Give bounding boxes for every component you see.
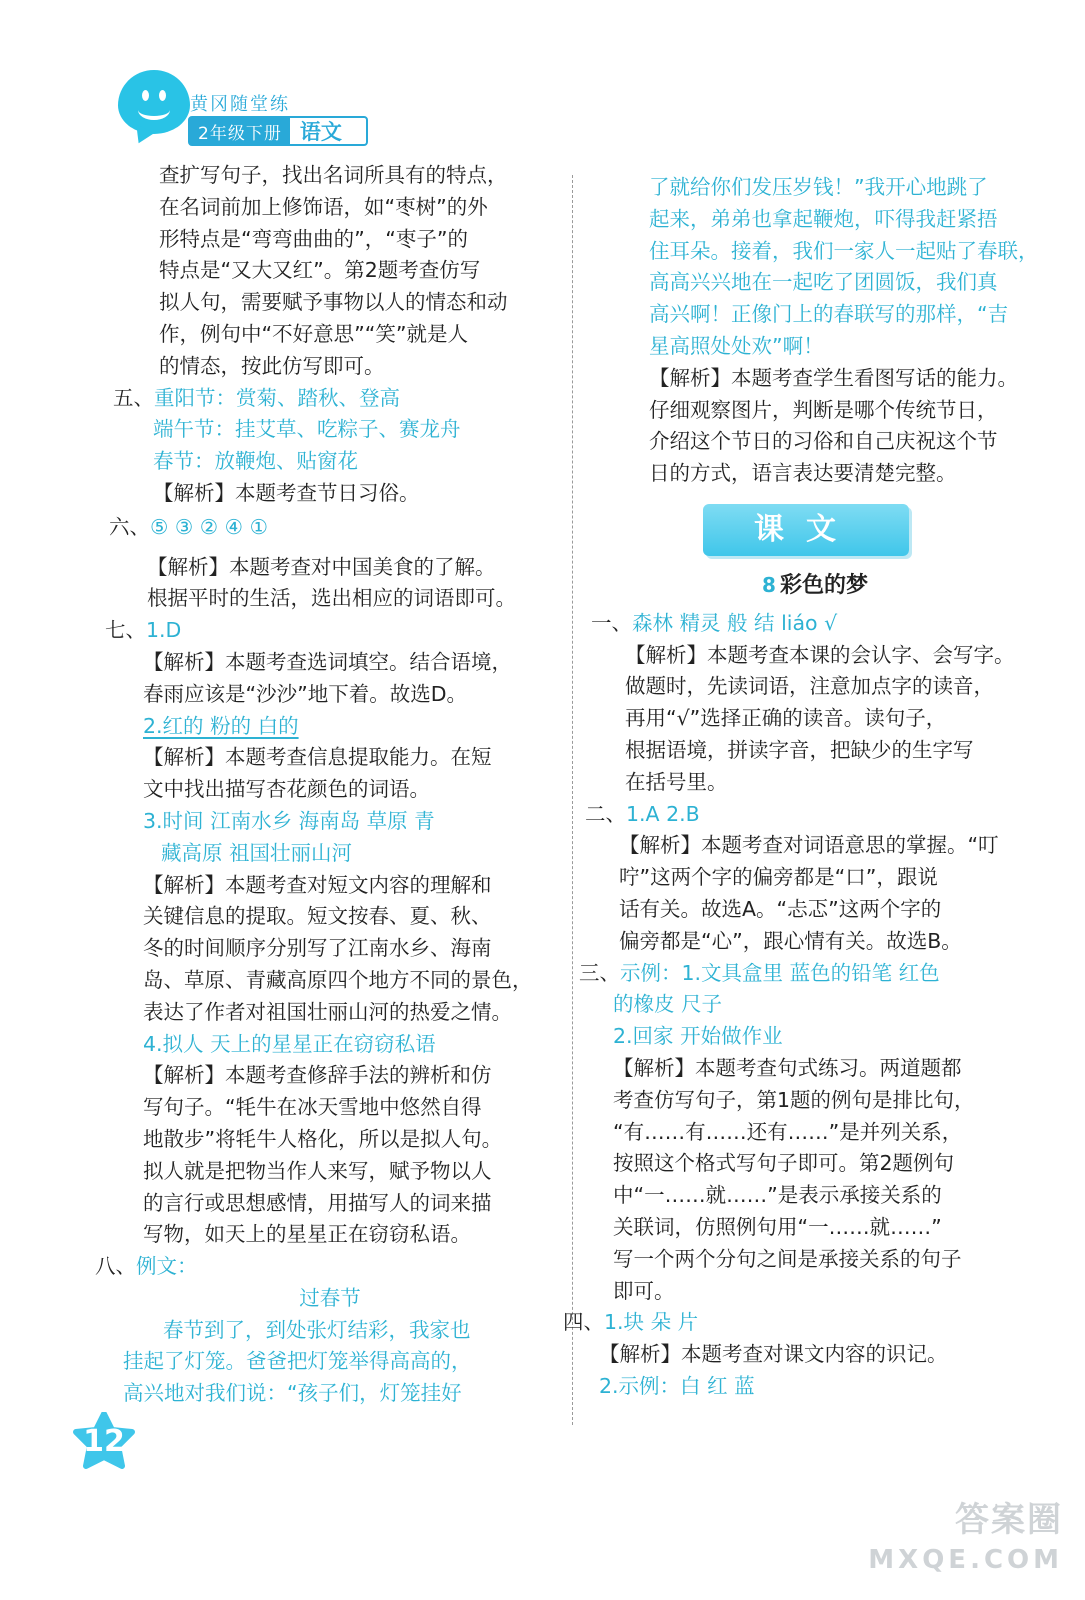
- l3-answer: 示例：1.文具盒里 蓝色的铅笔 红色: [620, 960, 940, 985]
- essay-title: 过春节: [299, 1285, 361, 1310]
- q6-label: 六、: [109, 514, 150, 539]
- q5-label: 五、: [113, 385, 154, 410]
- lesson-number: 8: [762, 572, 776, 597]
- q8-answer: 例文：: [136, 1254, 198, 1279]
- lesson-title: 8 彩色的梦: [762, 572, 868, 598]
- l4-answer-2: 2.示例：白 红 蓝: [599, 1373, 755, 1398]
- question-5: [95, 383, 565, 510]
- intro-analysis: 查扩写句子，找出名词所具有的特点， 在名词前加上修饰语，如“枣树”的外 形特点是“弯弯曲曲的”，“枣子”的 特点是“又大又红”。第2题考查仿写 拟人句，需要赋予事物以人的情态和动 作，例句中“不好意思”“笑”就是人 的情态，按此仿写即可。: [159, 163, 508, 378]
- grade-badge: [188, 116, 368, 146]
- essay-continued: 了就给你们发压岁钱！”我开心地跳了 起来，弟弟也拿起鞭炮，吓得我赶紧捂 住耳朵。接着，我们一家人一起贴了春联， 高高兴兴地在一起吃了团圆饭，我们真 高兴啊！正像门上的春联写的那样，“吉 星高照处处欢”啊！ 【解析】本题考查学生看图写话的能力。 仔细观察图片，判断是哪个传统节日， 介绍这个节日的习俗和自己庆祝这个节 日的方式，语言表达要清楚完整。: [649, 175, 1039, 486]
- right-column: [563, 172, 1045, 1403]
- subject-label: 语文: [299, 120, 342, 144]
- question-8: 八、例文： 过春节 春节到了，到处张灯结彩，我家也 挂起了灯笼。爸爸把灯笼举得高高的， 高兴地对我们说：“孩子们，灯笼挂好: [95, 1251, 565, 1410]
- question-7: 七、1.D 【解析】本题考查选词填空。结合语境， 春雨应该是“沙沙”地下着。故选D。 2.红的 粉的 白的 【解析】本题考查信息提取能力。在短 文中找出描写杏花颜色的词语。 3.时间 江南水乡 海南岛 草原 青 藏高原 祖国壮丽山河 【解析】本题考查对短文内容的理解和 关键信息的提取。短文按春、夏、秋、 冬的时间顺序分别写了江南水乡、海南 岛、草原、青藏高原四个地方不同的景色， 表达了作者对祖国壮丽山河的热爱之情。 4.拟人 天上的星星正在窃窃私语 【解析】本题考查修辞手法的辨析和仿 写句子。“牦牛在冰天雪地中悠然自得 地散步”将牦牛人格化，所以是拟人句。 拟人就是把物当作人来写，赋予物以人 的言行或思想感情，用描写人的词来描 写物，如天上的星星正在窃窃私语。: [95, 615, 565, 1251]
- q5-answer-1: 重阳节：赏菊、踏秋、登高: [154, 385, 400, 410]
- l2-answer: 1.A 2.B: [626, 801, 700, 826]
- q7-1-answer: 1.D: [146, 618, 182, 643]
- q5-answer-3: 春节：放鞭炮、贴窗花: [153, 449, 358, 474]
- section-tag: 课文: [703, 504, 909, 556]
- q5-analysis: 【解析】本题考查节日习俗。: [153, 480, 420, 505]
- lesson-q3: 三、示例：1.文具盒里 蓝色的铅笔 红色 的橡皮 尺子 2.回家 开始做作业 【解析】本题考查句式练习。两道题都 考查仿写句子，第1题的例句是排比句， “有……有……还有……”是并列关系， 按照这个格式写句子即可。第2题例句 中“一……就……”是表示承接关系的 关联词，仿照例句用“一……就……” 写一个两个分句之间是承接关系的句子 即可。: [579, 960, 975, 1303]
- q5-answer-2: 端午节：挂艾草、吃粽子、赛龙舟: [153, 417, 461, 442]
- series-name: 黄冈随堂练: [190, 94, 290, 115]
- smiley-icon: [118, 70, 190, 134]
- q7-4-answer: 4.拟人 天上的星星正在窃窃私语: [143, 1031, 436, 1056]
- l1-answer: 森林 精灵 般 结 liáo √: [632, 610, 838, 635]
- grade-label: 2年级下册: [190, 118, 290, 144]
- q8-label: 八、: [95, 1254, 136, 1279]
- book-logo: [118, 70, 378, 150]
- watermark: 答案圈 MXQE.COM: [868, 1500, 1063, 1575]
- lesson-q1: 一、森林 精灵 般 结 liáo √ 【解析】本题考查本课的会认字、会写字。 做题时，先读词语，注意加点字的读音， 再用“√”选择正确的读音。读句子， 根据语境，拼读字音，把缺少的生字写 在括号里。: [591, 610, 1015, 794]
- q7-label: 七、: [105, 618, 146, 643]
- q7-3-answer: 3.时间 江南水乡 海南岛 草原 青: [143, 808, 435, 833]
- l4-answer: 1.块 朵 片: [604, 1310, 699, 1335]
- question-6: 六、⑤ ③ ② ④ ① 【解析】本题考查对中国美食的了解。 根据平时的生活，选出相应的词语即可。: [109, 514, 516, 611]
- lesson-q2: 二、1.A 2.B 【解析】本题考查对词语意思的掌握。“叮 咛”这两个字的偏旁都是“口”，跟说 话有关。故选A。“忐忑”这两个字的 偏旁都是“心”，跟心情有关。故选B。: [585, 801, 999, 953]
- lesson-q4: 四、1.块 朵 片 【解析】本题考查对课文内容的识记。 2.示例：白 红 蓝: [563, 1307, 1045, 1402]
- q6-answer: ⑤ ③ ② ④ ①: [150, 514, 268, 539]
- column-divider: [572, 175, 573, 1425]
- page-number: 12: [72, 1412, 136, 1470]
- left-column: [95, 160, 565, 1410]
- q7-2-answer: 2.红的 粉的 白的: [143, 713, 299, 738]
